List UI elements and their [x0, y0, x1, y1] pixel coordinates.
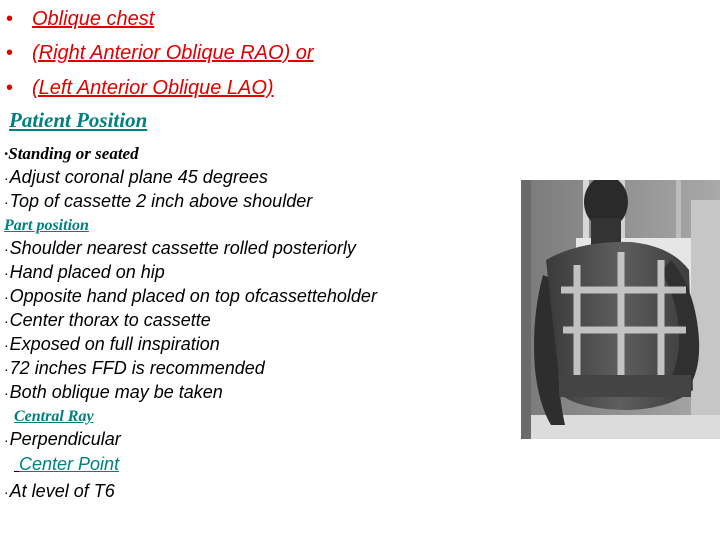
title-line-1 — [6, 8, 154, 31]
title-line-2 — [6, 42, 314, 65]
list-item: ·Adjust coronal plane 45 degrees — [4, 167, 268, 187]
bullet-icon: · — [4, 241, 9, 257]
title-text: (Left Anterior Oblique LAO) — [32, 77, 274, 99]
bullet-icon: · — [4, 194, 9, 210]
bullet-icon: · — [4, 144, 9, 163]
list-item: ·Shoulder nearest cassette rolled posteriorly — [4, 238, 356, 258]
bullet-icon: • — [6, 42, 14, 64]
list-item: ·Standing or seated — [4, 144, 139, 163]
bullet-icon: · — [4, 484, 9, 500]
bullet-icon: • — [6, 8, 14, 30]
list-item: ·72 inches FFD is recommended — [4, 358, 265, 378]
bullet-icon: · — [4, 432, 9, 448]
bullet-icon: · — [4, 265, 9, 281]
patient-position-heading: Patient Position — [9, 108, 148, 132]
title-line-3 — [6, 77, 274, 100]
list-item: ·At level of T6 — [4, 481, 115, 501]
center-point-heading: Center Point — [19, 454, 120, 474]
patient-oblique-chest-photo — [521, 180, 720, 439]
part-position-heading: Part position — [4, 217, 89, 234]
list-item: ·Both oblique may be taken — [4, 382, 223, 402]
list-item: ·Exposed on full inspiration — [4, 334, 220, 354]
list-item: ·Hand placed on hip — [4, 262, 165, 282]
list-item: ·Center thorax to cassette — [4, 310, 211, 330]
title-text: (Right Anterior Oblique RAO) or — [32, 42, 314, 64]
title-text: Oblique chest — [32, 8, 155, 30]
bullet-icon: · — [4, 361, 9, 377]
bullet-icon: · — [4, 337, 9, 353]
bullet-icon: · — [4, 289, 9, 305]
bullet-icon: · — [4, 170, 9, 186]
list-item: ·Opposite hand placed on top ofcassetteholder — [4, 286, 377, 306]
central-ray-heading: Central Ray — [14, 408, 94, 425]
bullet-icon: · — [4, 385, 9, 401]
bullet-icon: • — [6, 77, 14, 99]
list-item: ·Top of cassette 2 inch above shoulder — [4, 191, 313, 211]
list-item: ·Perpendicular — [4, 429, 121, 449]
bullet-icon: · — [4, 313, 9, 329]
